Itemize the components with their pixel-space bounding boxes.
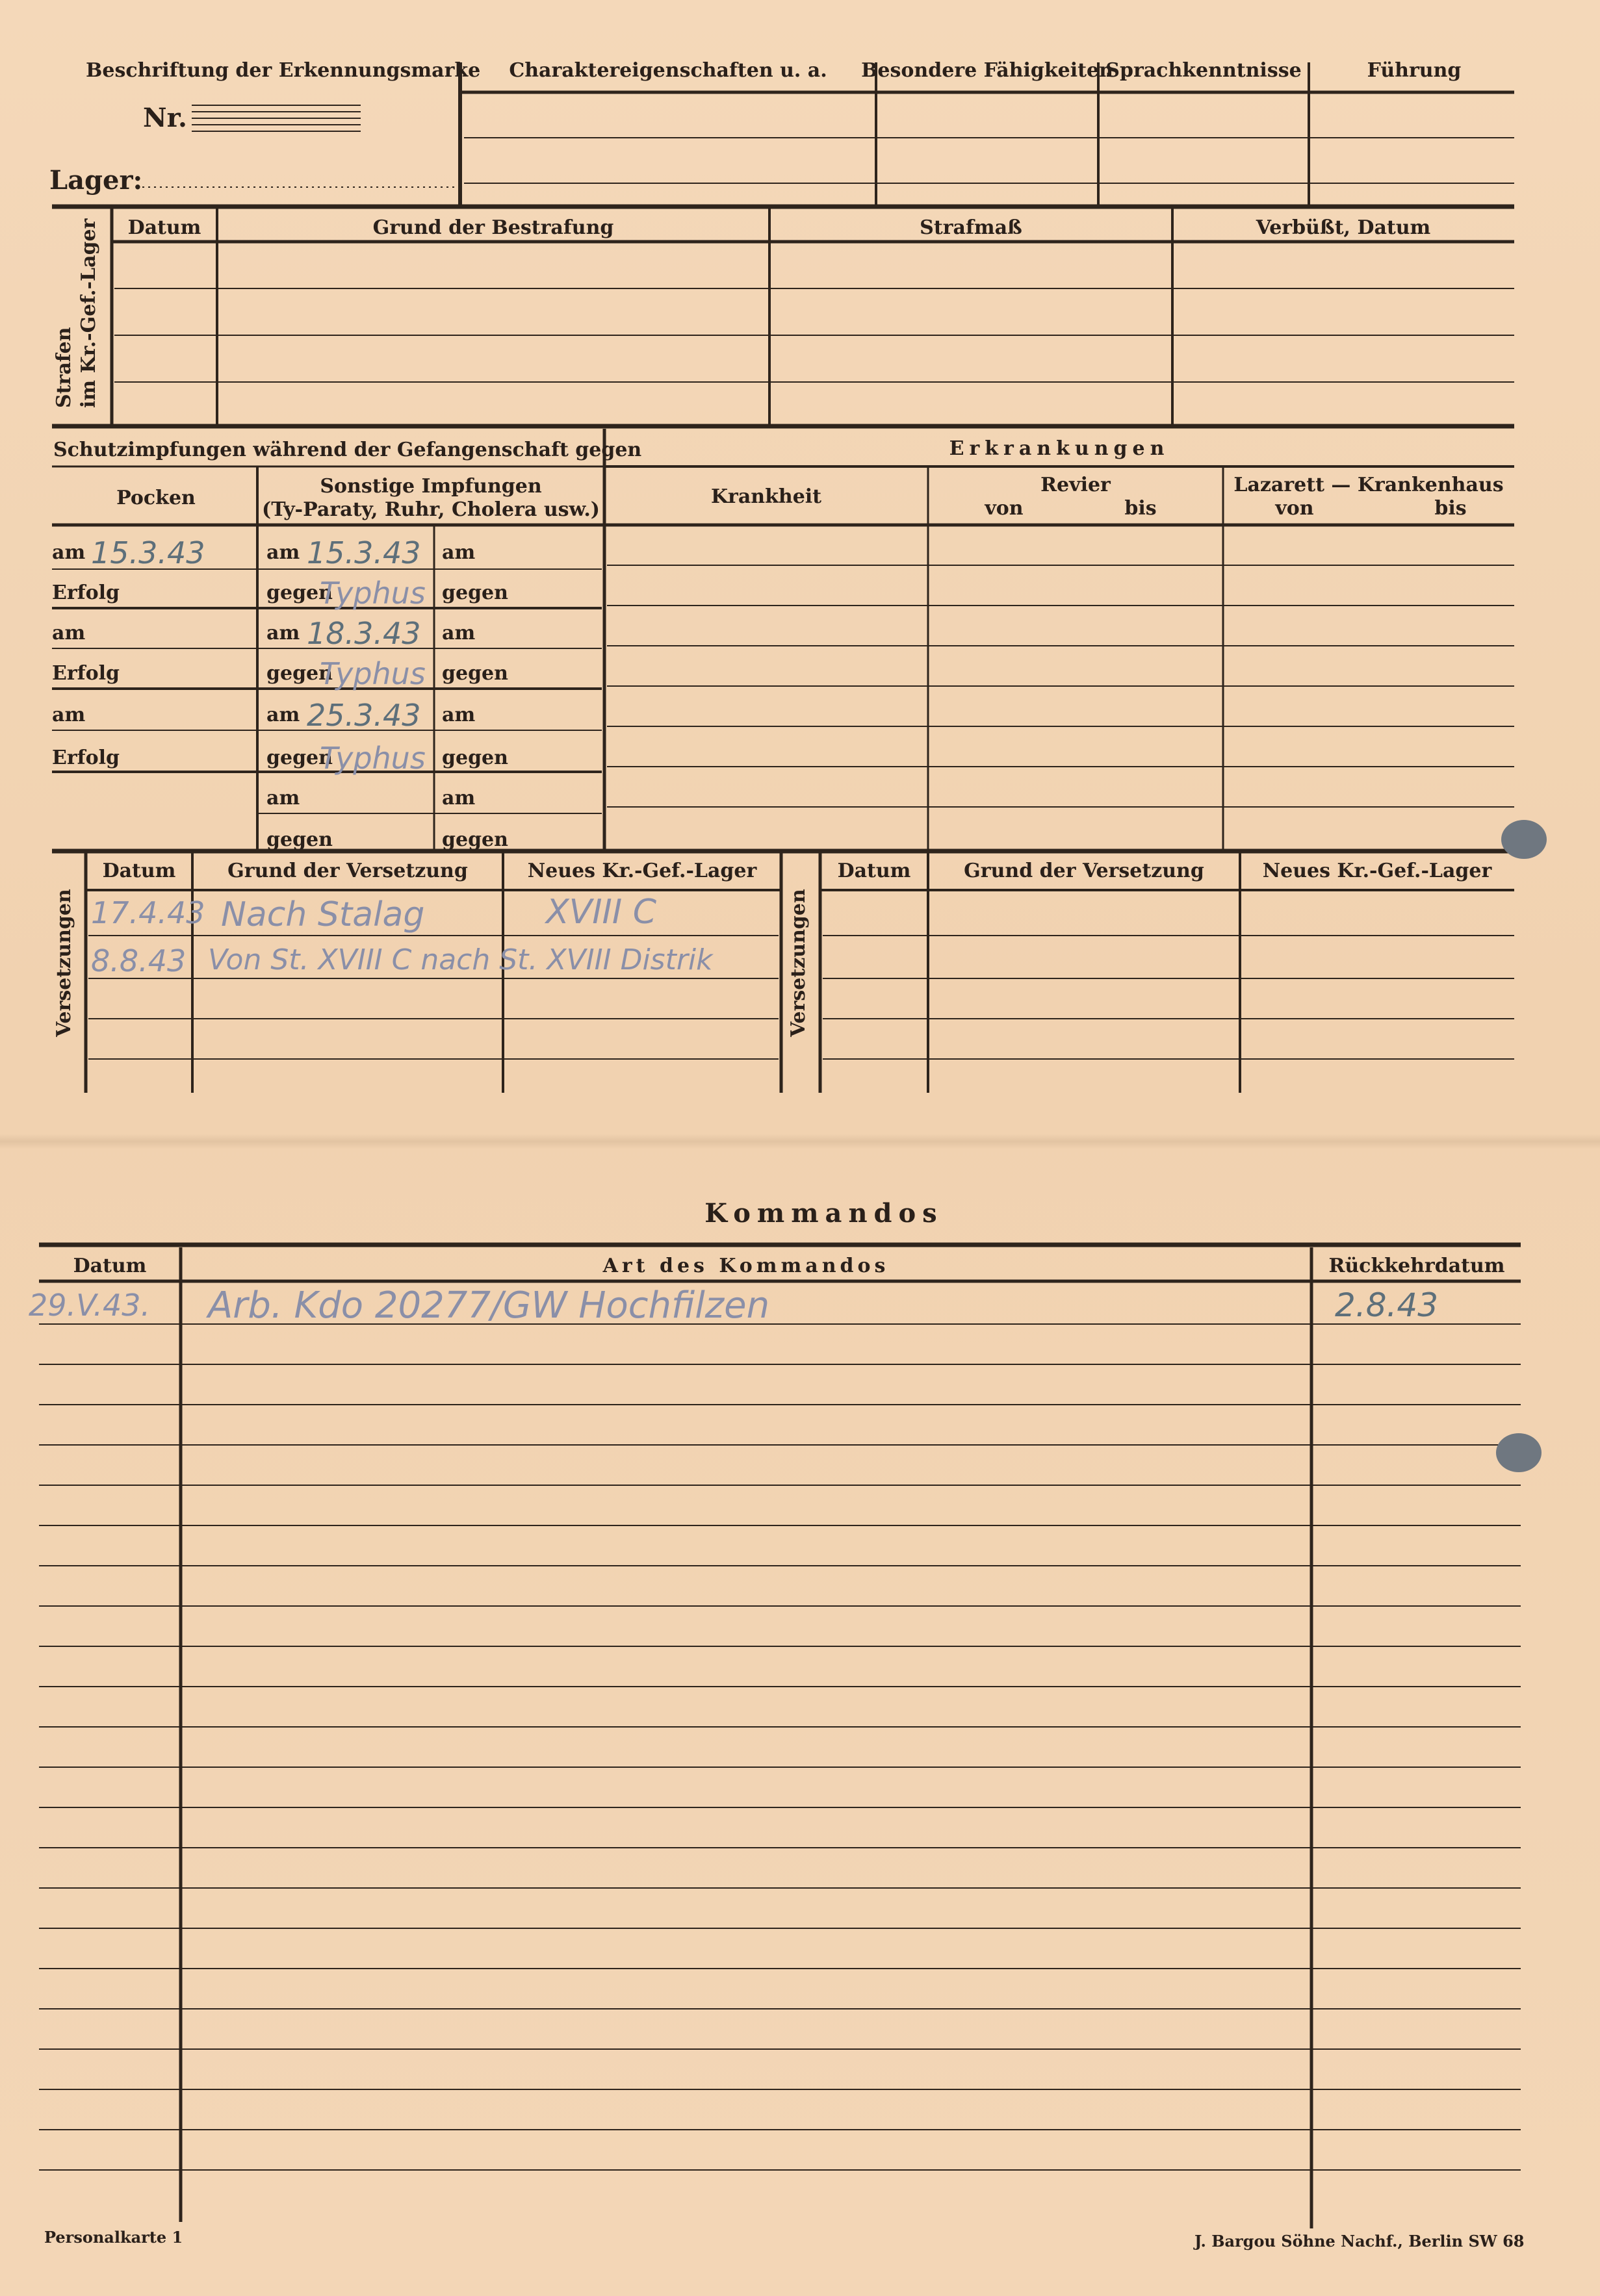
kommando-row-1-rueckkehr: 2.8.43 [1335,1286,1439,1324]
erkrankungen-col-lazarett: Lazarett — Krankenhaus [1233,474,1504,496]
pocken-erfolg-label: Erfolg [52,581,120,604]
lazarett-bis: bis [1434,497,1467,520]
versetzungen-side-label-2: Versetzungen [787,889,810,1037]
sonstige-am-label: am [266,622,300,644]
pocken-am-label: am [52,541,86,564]
strafen-col-verbuesst: Verbüßt, Datum [1256,216,1431,239]
sonstige-gegen-label: gegen [266,828,333,851]
sonstige-am-label: am [266,704,300,726]
sonstige-am-value-2: 18.3.43 [307,616,421,651]
versetzung-row-1-datum: 17.4.43 [91,895,205,930]
erkrankungen-col-revier: Revier [1040,474,1111,496]
sonstige-am-label-2: am [442,787,476,810]
strafen-col-datum: Datum [127,216,201,239]
versetzungen-col-datum-2: Datum [837,860,911,882]
versetzungen-col-grund-2: Grund der Versetzung [964,860,1204,882]
col-fuehrung: Führung [1367,59,1462,82]
sonstige-gegen-label-2: gegen [442,662,508,685]
versetzungen-col-lager: Neues Kr.-Gef.-Lager [527,860,757,882]
revier-von: von [985,497,1024,520]
erkrankungen-col-krankheit: Krankheit [710,485,822,508]
kommandos-col-rueckkehr: Rückkehrdatum [1328,1255,1505,1277]
kommandos-col-datum: Datum [73,1255,147,1277]
label-lager: Lager: [49,165,143,196]
sonstige-gegen-value-1: Typhus [320,576,426,611]
strafen-side-label-1: Strafen [53,327,75,408]
pocken-am-label: am [52,622,86,644]
sonstige-am-label-2: am [442,541,476,564]
kommando-row-1-datum: 29.V.43. [29,1288,151,1323]
versetzung-row-2-datum: 8.8.43 [91,943,187,978]
sonstige-gegen-label: gegen [266,581,333,604]
kommandos-col-art: Art des Kommandos [602,1255,890,1277]
punch-hole [1501,820,1547,859]
pocken-erfolg-label: Erfolg [52,746,120,769]
sonstige-am-label-2: am [442,704,476,726]
strafen-side-label-2: im Kr.-Gef.-Lager [77,218,100,408]
col-charakter: Charaktereigenschaften u. a. [509,59,827,82]
lazarett-von: von [1275,497,1314,520]
versetzung-row-1-lager: XVIII C [546,893,657,932]
label-beschriftung: Beschriftung der Erkennungsmarke [86,59,481,82]
sonstige-gegen-label: gegen [266,662,333,685]
versetzungen-col-grund: Grund der Versetzung [227,860,468,882]
impfungen-title: Schutzimpfungen während der Gefangenschaft gegen [53,439,642,461]
sonstige-gegen-value-3: Typhus [320,741,426,776]
strafen-col-strafmass: Strafmaß [920,216,1022,239]
impfungen-col-sonstige-1: Sonstige Impfungen [320,475,542,498]
punch-hole [1496,1433,1542,1472]
erkrankungen-title: Erkrankungen [949,437,1170,460]
versetzungen-col-lager-2: Neues Kr.-Gef.-Lager [1262,860,1492,882]
footer-left: Personalkarte 1 [44,2228,183,2247]
sonstige-gegen-label: gegen [266,746,333,769]
sonstige-gegen-label-2: gegen [442,828,508,851]
versetzungen-col-datum: Datum [102,860,176,882]
pocken-am-label: am [52,704,86,726]
label-nr: Nr. [143,103,187,133]
sonstige-gegen-value-2: Typhus [320,656,426,691]
sonstige-gegen-label-2: gegen [442,581,508,604]
pocken-am-value: 15.3.43 [91,535,205,570]
sonstige-gegen-label-2: gegen [442,746,508,769]
sonstige-am-label: am [266,787,300,810]
versetzungen-side-label: Versetzungen [53,889,75,1037]
pocken-erfolg-label: Erfolg [52,662,120,685]
versetzung-row-2-grund: Von St. XVIII C nach St. XVIII Distrik [208,943,713,976]
revier-bis: bis [1124,497,1157,520]
impfungen-col-sonstige-2: (Ty-Paraty, Ruhr, Cholera usw.) [262,498,600,521]
sonstige-am-value-3: 25.3.43 [307,698,421,733]
footer-right: J. Bargou Söhne Nachf., Berlin SW 68 [1194,2232,1525,2251]
impfungen-col-pocken: Pocken [116,487,196,509]
sonstige-am-label-2: am [442,622,476,644]
strafen-col-grund: Grund der Bestrafung [372,216,614,239]
kommando-row-1-art: Arb. Kdo 20277/GW Hochfilzen [208,1284,770,1327]
sonstige-am-label: am [266,541,300,564]
sonstige-am-value-1: 15.3.43 [307,535,421,570]
kommandos-title: Kommandos [704,1198,944,1229]
col-sprachen: Sprachkenntnisse [1105,59,1302,82]
versetzung-row-1-grund: Nach Stalag [221,895,425,934]
col-faehigkeiten: Besondere Fähigkeiten [861,59,1113,82]
